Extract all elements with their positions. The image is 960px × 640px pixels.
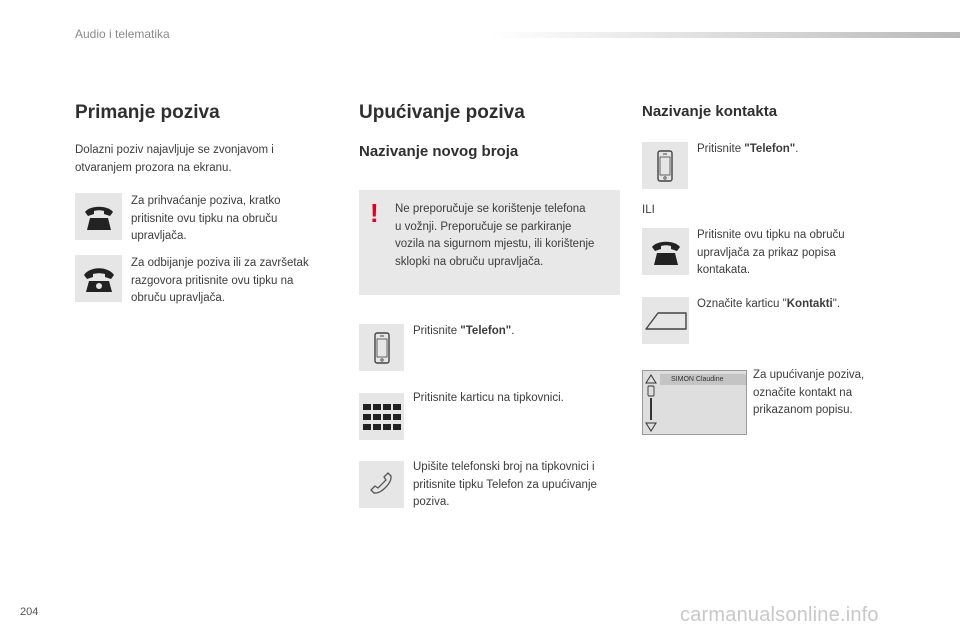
handset-outline-icon: [368, 471, 396, 499]
new-number-step-1: Pritisnite "Telefon".: [413, 325, 515, 337]
telephone-label-2: "Telefon": [744, 143, 796, 155]
contact-list-screenshot: [642, 370, 747, 435]
dial-key-icon-box: [359, 461, 404, 508]
watermark: carmanualsonline.info: [680, 604, 879, 626]
header-divider: [490, 32, 960, 38]
header-title: Audio i telematika: [75, 27, 170, 41]
new-number-step-2: Pritisnite karticu na tipkovnici.: [413, 392, 564, 404]
accept-line-3: upravljača.: [131, 230, 187, 242]
keypad-icon: [362, 403, 402, 431]
telephone-menu-icon-box: [359, 324, 404, 371]
subsection-title-new-number: Nazivanje novog broja: [359, 143, 519, 160]
contacts-label: Kontakti: [786, 298, 833, 310]
section-title-calling-contact: Nazivanje kontakta: [642, 103, 778, 120]
contact-step2-line-3: kontakata.: [697, 264, 751, 276]
warning-icon: !: [370, 198, 379, 228]
contact-step4-line-3: prikazanom popisu.: [753, 404, 853, 416]
section-title-making-call: Upućivanje poziva: [359, 102, 525, 123]
reject-call-text: [131, 255, 309, 308]
contacts-button-icon-box: [642, 228, 689, 275]
reject-line-1: Za odbijanje poziva ili za završetak: [131, 257, 309, 269]
contact-step-2: [697, 227, 845, 280]
warning-line-3: vozila na sigurnom mjestu, ili korištenje: [395, 238, 595, 250]
smartphone-icon: [655, 149, 675, 183]
receiving-call-intro: [75, 142, 274, 177]
scroll-controls-icon: [645, 374, 657, 432]
phone-handset-icon: [82, 202, 116, 232]
reject-call-button-icon: [75, 255, 122, 302]
contact-step2-line-2: upravljača za prikaz popisa: [697, 246, 836, 259]
step3-line-3: poziva.: [413, 496, 450, 508]
or-label: ILI: [642, 204, 655, 216]
accept-call-text: [131, 193, 281, 246]
section-title-receiving-call: Primanje poziva: [75, 102, 220, 123]
contact-step4-line-2: označite kontakt na: [753, 386, 853, 399]
accept-line-1: Za prihvaćanje poziva, kratko: [131, 195, 281, 207]
contact-step4-line-1: Za upućivanje poziva,: [753, 369, 865, 381]
keypad-tab-icon-box: [359, 393, 404, 440]
page-number: 204: [20, 606, 39, 618]
contact-step-1: Pritisnite "Telefon".: [697, 143, 799, 155]
warning-line-4: sklopki na obruču upravljača.: [395, 255, 544, 268]
step3-line-2: pritisnite tipku Telefon za upućivanje: [413, 478, 597, 491]
warning-line-2: u vožnji. Preporučuje se parkiranje: [395, 220, 572, 233]
contact-step-3: Označite karticu "Kontakti".: [697, 298, 841, 310]
smartphone-icon: [372, 331, 392, 365]
phone-hangup-icon: [82, 264, 116, 294]
accept-line-2: pritisnite ovu tipku na obruču: [131, 212, 278, 225]
contacts-tab-icon-box: [642, 297, 689, 344]
intro-line-1: Dolazni poziv najavljuje se zvonjavom i: [75, 144, 274, 156]
telephone-menu-icon-box-2: [642, 142, 688, 189]
reject-line-2: razgovora pritisnite ovu tipku na: [131, 274, 294, 287]
new-number-step-3: [413, 459, 597, 512]
tab-shape-icon: [644, 309, 688, 333]
contact-step-4: [753, 367, 864, 420]
reject-line-3: obruču upravljača.: [131, 292, 225, 304]
telephone-label: "Telefon": [460, 325, 512, 337]
contact-step2-line-1: Pritisnite ovu tipku na obruču: [697, 229, 845, 241]
contact-list-item: SIMON Claudine: [660, 374, 746, 385]
accept-call-button-icon: [75, 193, 122, 240]
intro-line-2: otvaranjem prozora na ekranu.: [75, 161, 232, 174]
phone-handset-icon: [649, 237, 683, 267]
warning-line-1: Ne preporučuje se korištenje telefona: [395, 203, 586, 215]
step3-line-1: Upišite telefonski broj na tipkovnici i: [413, 461, 595, 473]
warning-text: [395, 201, 594, 271]
